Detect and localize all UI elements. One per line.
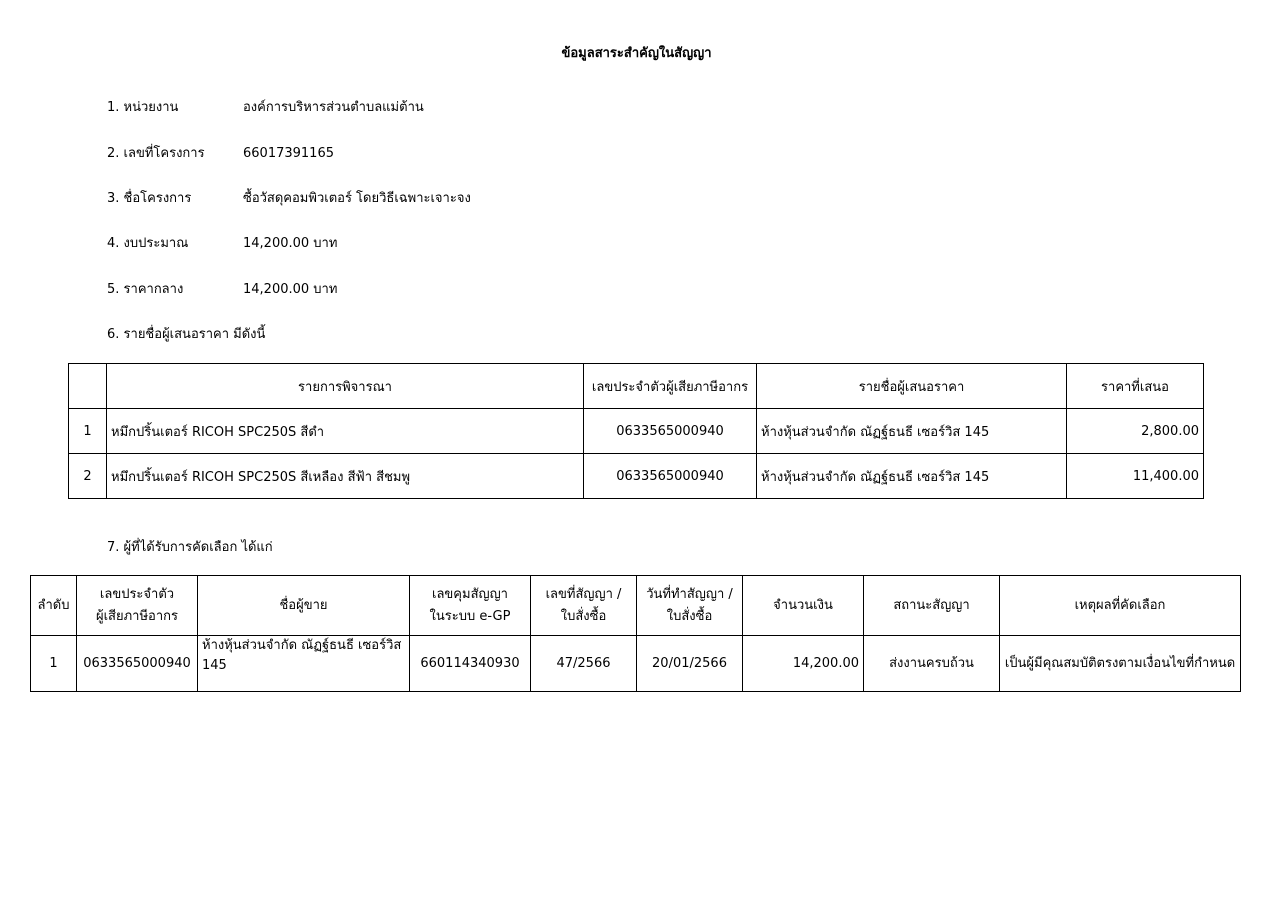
header-line: ในระบบ e-GP xyxy=(429,608,511,624)
header-line: เลขที่สัญญา / xyxy=(545,586,622,602)
cell-no: 1 xyxy=(69,409,107,454)
cell-no: 1 xyxy=(31,636,77,692)
selected-vendor-table xyxy=(30,575,1241,692)
cell-price: 11,400.00 xyxy=(1067,454,1204,499)
header-line: ผู้เสียภาษีอากร xyxy=(95,608,178,624)
info-label: 4. งบประมาณ xyxy=(107,236,189,251)
table-row xyxy=(69,454,1204,499)
section-6-heading: 6. รายชื่อผู้เสนอราคา มีดังนี้ xyxy=(107,327,266,342)
column-header-contract xyxy=(531,576,637,636)
table-row xyxy=(31,636,1241,692)
info-agency xyxy=(107,96,424,117)
info-label: 2. เลขที่โครงการ xyxy=(107,146,205,161)
header-line: ใบสั่งซื้อ xyxy=(666,608,713,624)
column-header-item: รายการพิจารณา xyxy=(107,364,584,409)
header-line: เลขคุมสัญญา xyxy=(432,586,508,602)
info-value: 14,200.00 บาท xyxy=(243,236,338,251)
cell-egp: 660114340930 xyxy=(410,636,531,692)
info-value: 66017391165 xyxy=(243,146,334,161)
column-header-seller: ชื่อผู้ขาย xyxy=(198,576,410,636)
cell-tax-id: 0633565000940 xyxy=(584,409,757,454)
cell-seller: ห้างหุ้นส่วนจำกัด ณัฏฐ์ธนธี เซอร์วิส 145 xyxy=(198,636,410,692)
info-median-price xyxy=(107,278,337,299)
header-line: เลขประจำตัว xyxy=(99,586,175,602)
cell-contract: 47/2566 xyxy=(531,636,637,692)
cell-date: 20/01/2566 xyxy=(637,636,743,692)
info-budget xyxy=(107,232,337,253)
cell-amount: 14,200.00 xyxy=(743,636,864,692)
cell-price: 2,800.00 xyxy=(1067,409,1204,454)
cell-bidder: ห้างหุ้นส่วนจำกัด ณัฏฐ์ธนธี เซอร์วิส 145 xyxy=(757,454,1067,499)
cell-status: ส่งงานครบถ้วน xyxy=(864,636,1000,692)
info-value: ซื้อวัสดุคอมพิวเตอร์ โดยวิธีเฉพาะเจาะจง xyxy=(243,191,471,206)
cell-tax-id: 0633565000940 xyxy=(77,636,198,692)
header-line: วันที่ทำสัญญา / xyxy=(646,586,733,602)
bidders-table xyxy=(68,363,1204,499)
column-header-tax-id: เลขประจำตัวผู้เสียภาษีอากร xyxy=(584,364,757,409)
cell-tax-id: 0633565000940 xyxy=(584,454,757,499)
column-header-egp xyxy=(410,576,531,636)
info-project-name xyxy=(107,187,471,208)
cell-reason: เป็นผู้มีคุณสมบัติตรงตามเงื่อนไขที่กำหนด xyxy=(1000,636,1241,692)
cell-item: หมึกปริ้นเตอร์ RICOH SPC250S สีดำ xyxy=(107,409,584,454)
table-row xyxy=(69,409,1204,454)
column-header-status: สถานะสัญญา xyxy=(864,576,1000,636)
table-header-row xyxy=(69,364,1204,409)
info-label: 1. หน่วยงาน xyxy=(107,100,179,115)
header-line: ใบสั่งซื้อ xyxy=(560,608,607,624)
section-7-heading: 7. ผู้ที่ได้รับการคัดเลือก ได้แก่ xyxy=(107,540,273,555)
cell-item: หมึกปริ้นเตอร์ RICOH SPC250S สีเหลือง สีฟ้า สีชมพู xyxy=(107,454,584,499)
column-header-price: ราคาที่เสนอ xyxy=(1067,364,1204,409)
table-header-row xyxy=(31,576,1241,636)
column-header-no: ลำดับ xyxy=(31,576,77,636)
info-value: 14,200.00 บาท xyxy=(243,282,338,297)
document-title: ข้อมูลสาระสำคัญในสัญญา xyxy=(561,46,712,61)
cell-bidder: ห้างหุ้นส่วนจำกัด ณัฏฐ์ธนธี เซอร์วิส 145 xyxy=(757,409,1067,454)
column-header-amount: จำนวนเงิน xyxy=(743,576,864,636)
column-header-no xyxy=(69,364,107,409)
info-value: องค์การบริหารส่วนตำบลแม่ต้าน xyxy=(243,100,424,115)
cell-no: 2 xyxy=(69,454,107,499)
column-header-bidder: รายชื่อผู้เสนอราคา xyxy=(757,364,1067,409)
info-label: 3. ชื่อโครงการ xyxy=(107,191,192,206)
column-header-reason: เหตุผลที่คัดเลือก xyxy=(1000,576,1241,636)
column-header-date xyxy=(637,576,743,636)
info-label: 5. ราคากลาง xyxy=(107,282,184,297)
info-project-number xyxy=(107,142,334,163)
column-header-tax-id xyxy=(77,576,198,636)
